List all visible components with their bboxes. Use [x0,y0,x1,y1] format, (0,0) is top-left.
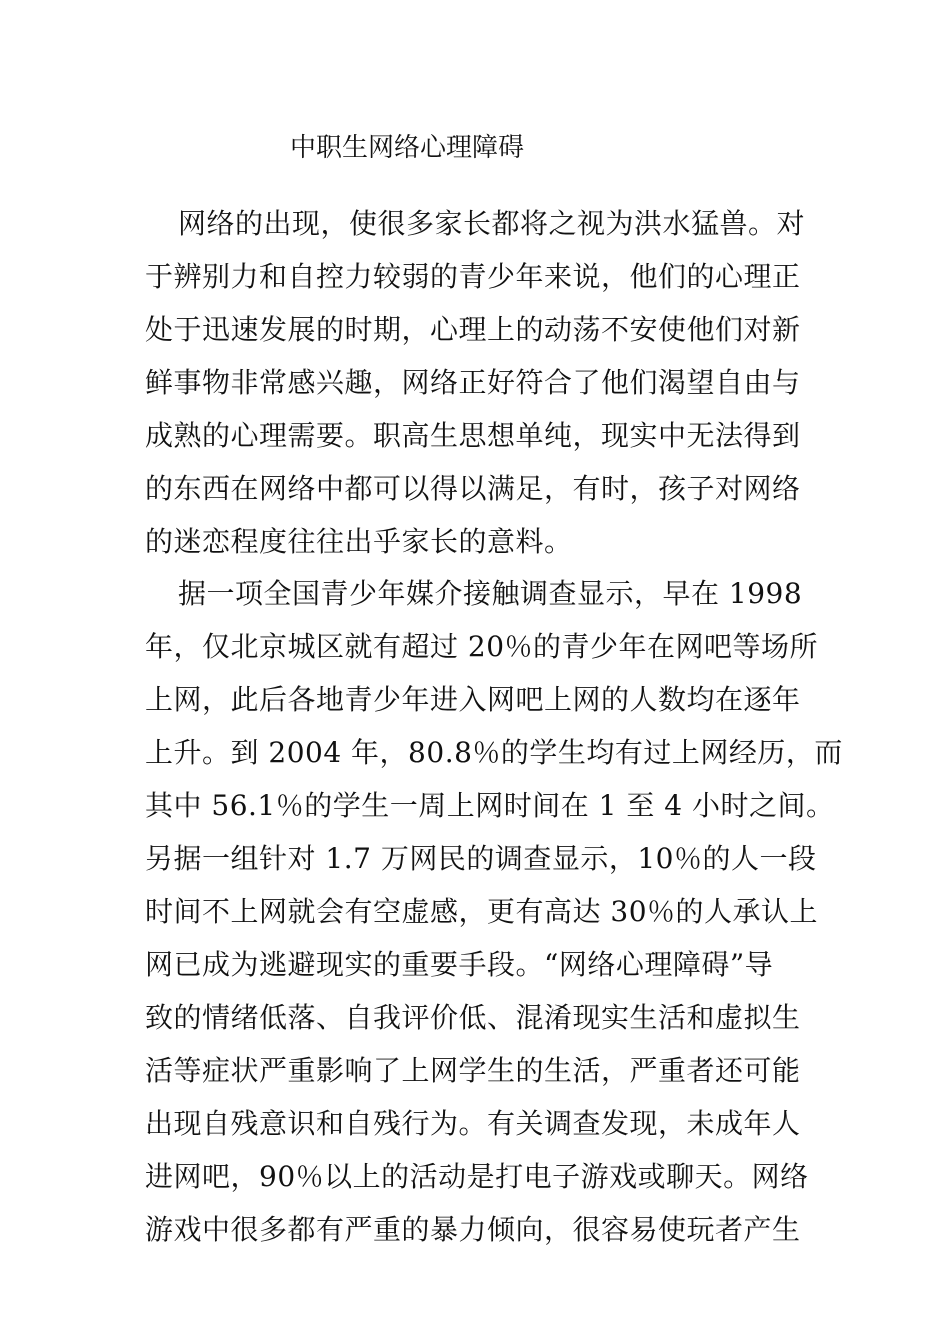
paragraph-line: 据一项全国青少年媒介接触调查显示，早在 1998 [178,577,803,610]
paragraph-1 [145,197,815,568]
paragraph-line: 出现自残意识和自残行为。有关调查发现，未成年人 [145,1107,801,1140]
paragraph-line: 网已成为逃避现实的重要手段。“网络心理障碍”导 [145,948,774,981]
paragraph-line: 的迷恋程度往往出乎家长的意料。 [145,525,573,558]
paragraph-line: 另据一组针对 1.7 万网民的调查显示，10％的人一段 [145,842,817,875]
paragraph-line: 年，仅北京城区就有超过 20％的青少年在网吧等场所 [145,630,819,663]
paragraph-line: 时间不上网就会有空虚感，更有高达 30％的人承认上 [145,895,819,928]
document-title: 中职生网络心理障碍 [290,133,525,163]
paragraph-line: 活等症状严重影响了上网学生的生活，严重者还可能 [145,1054,801,1087]
paragraph-line: 处于迅速发展的时期，心理上的动荡不安使他们对新 [145,313,801,346]
paragraph-line: 进网吧，90％以上的活动是打电子游戏或聊天。网络 [145,1160,809,1193]
paragraph-line: 上网，此后各地青少年进入网吧上网的人数均在逐年 [145,683,801,716]
paragraph-line: 鲜事物非常感兴趣，网络正好符合了他们渴望自由与 [145,366,801,399]
paragraph-line: 于辨别力和自控力较弱的青少年来说，他们的心理正 [145,260,801,293]
paragraph-line: 致的情绪低落、自我评价低、混淆现实生活和虚拟生 [145,1001,801,1034]
paragraph-line: 游戏中很多都有严重的暴力倾向，很容易使玩者产生 [145,1213,801,1246]
paragraph-line: 网络的出现，使很多家长都将之视为洪水猛兽。对 [178,207,806,240]
paragraph-line: 成熟的心理需要。职高生思想单纯，现实中无法得到 [145,419,801,452]
paragraph-line: 的东西在网络中都可以得以满足，有时，孩子对网络 [145,472,801,505]
paragraph-line: 其中 56.1％的学生一周上网时间在 1 至 4 小时之间。 [145,789,835,822]
paragraph-line: 上升。到 2004 年，80.8％的学生均有过上网经历，而 [145,736,843,769]
paragraph-2 [145,567,843,1256]
